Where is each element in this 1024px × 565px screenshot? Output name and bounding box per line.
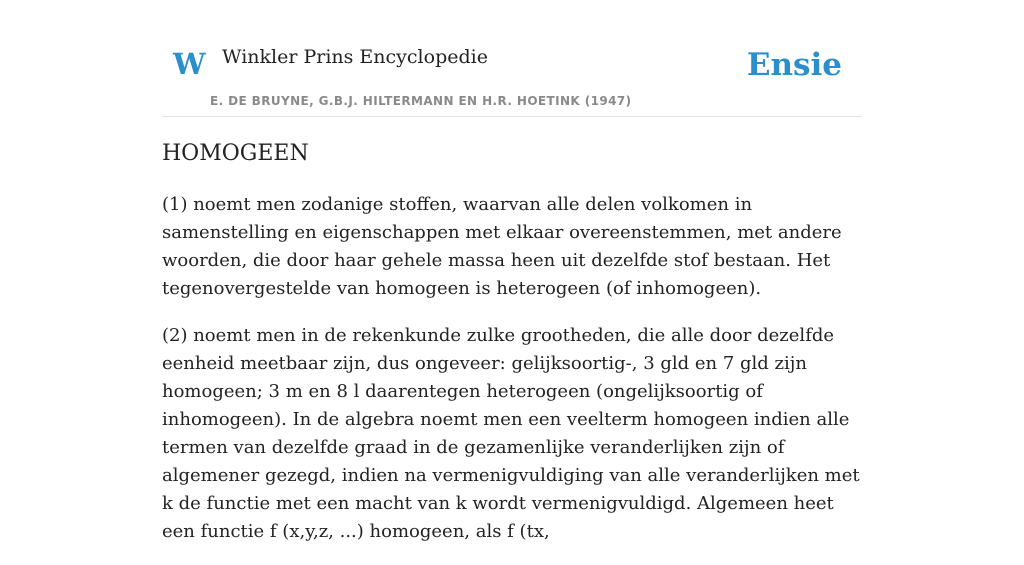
article-paragraph-2: (2) noemt men in de rekenkunde zulke grootheden, die alle door dezelfde eenheid meetbaar zijn, dus ongeveer: gelijksoortig-, 3 gld en 7 gld zijn homogeen; 3 m en 8 l daarentegen heterogeen (ongelijksoortig of inhomogeen). In de algebra noemt men een veelterm homogeen indien alle termen van dezelfde graad in de gezamenlijke veranderlijken zijn of algemener gezegd, indien na vermenigvuldiging van alle veranderlijken met k de functie met een macht van k wordt vermenigvuldigd. Algemeen heet een functie f (x,y,z, ...) homogeen, als f (tx, xyxy=(162,325,860,542)
ensie-logo[interactable]: Ensie xyxy=(746,47,842,83)
encyclopedia-title[interactable]: Winkler Prins Encyclopedie xyxy=(222,46,488,68)
article xyxy=(162,138,862,565)
header xyxy=(162,0,862,117)
article-headword: HOMOGEEN xyxy=(162,141,309,166)
authors-line: E. DE BRUYNE, G.B.J. HILTERMANN EN H.R. HOETINK (1947) xyxy=(210,94,632,108)
winkler-prins-logo[interactable]: W xyxy=(173,47,206,81)
article-paragraph-1: (1) noemt men zodanige stoffen, waarvan alle delen volkomen in samenstelling en eigenschappen met elkaar overeenstemmen, met andere woorden, die door haar gehele massa heen uit dezelfde stof bestaan. Het tegenovergestelde van homogeen is heterogeen (of inhomogeen). xyxy=(162,194,842,299)
